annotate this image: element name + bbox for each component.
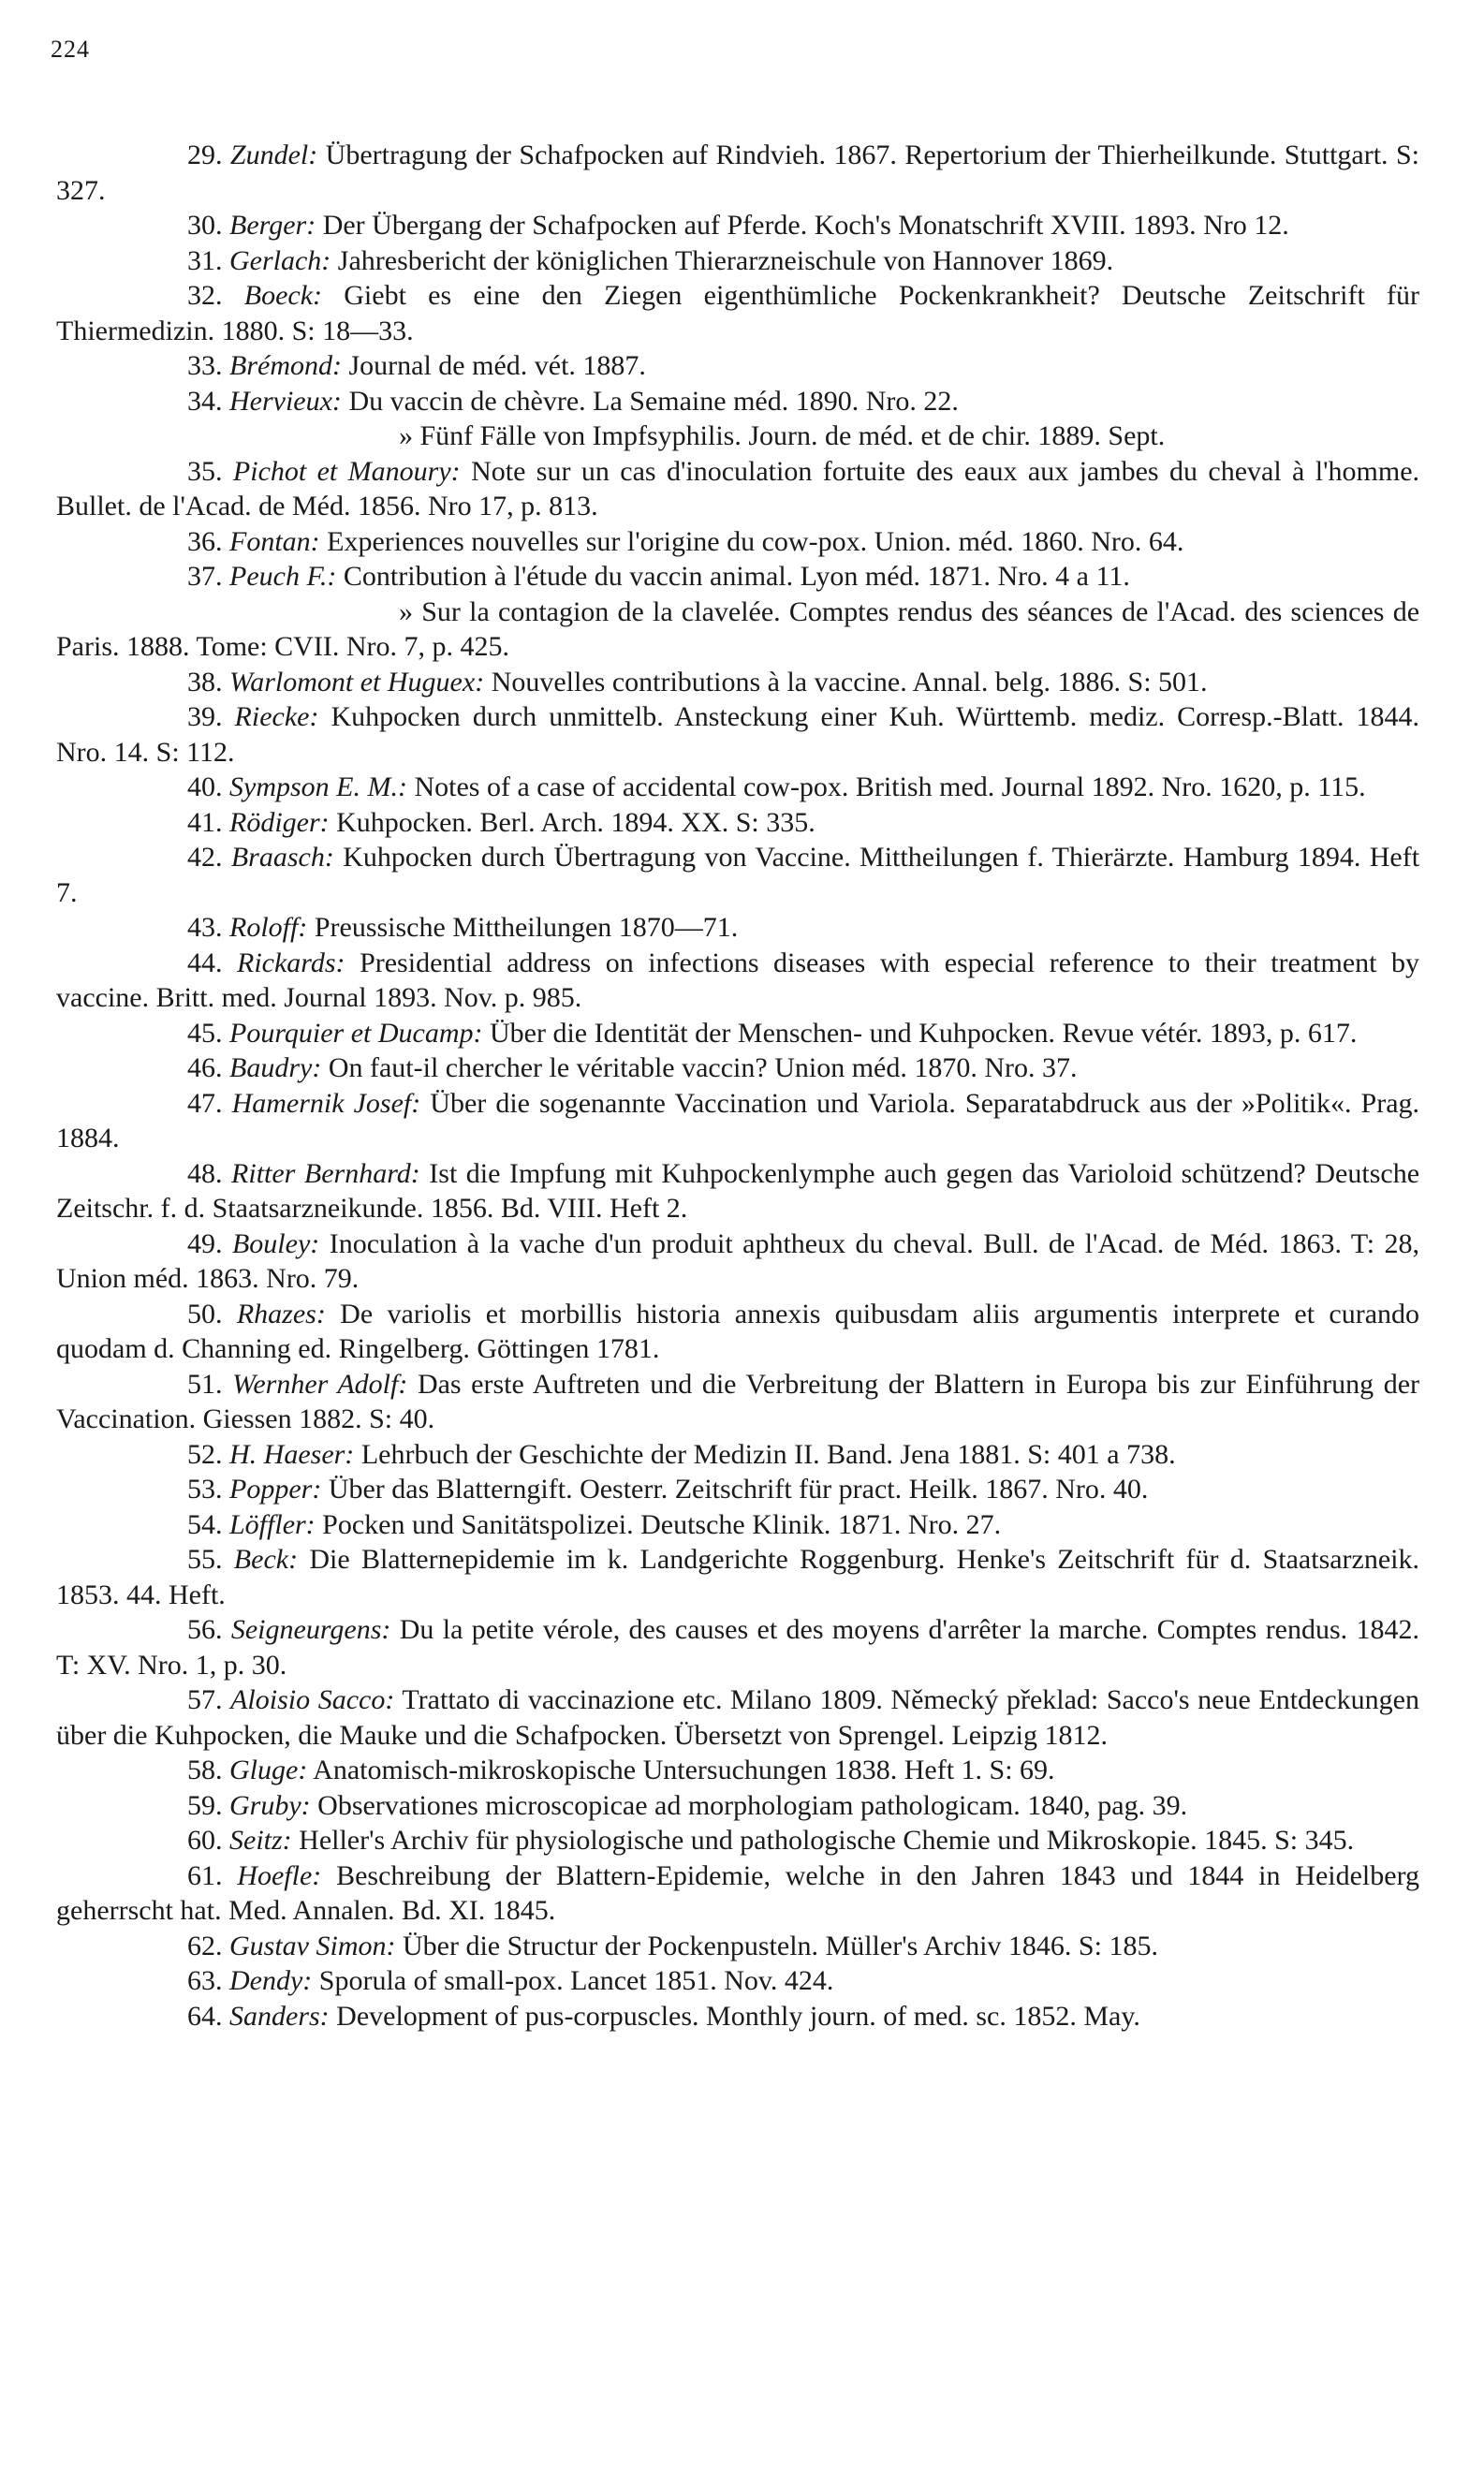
reference-number: 58. [187,1755,223,1785]
reference-author: Baudry: [229,1052,322,1083]
reference-author: Pourquier et Ducamp: [229,1017,483,1049]
reference-number: 38. [187,666,223,698]
reference-text: Kuhpocken durch unmittelb. Ansteckung einer Kuh. Württemb. mediz. Corresp.-Blatt. 1844. Nro. 14. S: 112. [56,701,1419,768]
reference-author: Sanders: [229,2000,330,2032]
reference-number: 32. [187,280,223,311]
reference-number: 52. [187,1438,223,1470]
reference-text: Kuhpocken. Berl. Arch. 1894. XX. S: 335. [336,806,815,838]
reference-entry [56,1612,1419,1682]
reference-author: Hamernik Josef: [231,1087,421,1119]
reference-author: Braasch: [230,842,334,873]
reference-text: Sur la contagion de la clavelée. Comptes rendus des séances de l'Acad. des sciences de Paris. 1888. Tome: CVII. Nro. 7, p. 425. [56,595,1420,662]
reference-entry [56,1226,1419,1297]
reference-number: 61. [187,1859,223,1891]
reference-entry [56,208,1419,243]
reference-entry [56,1823,1419,1858]
reference-entry [56,1542,1419,1612]
reference-number: 56. [187,1614,223,1645]
reference-author: Aloisio Sacco: [230,1684,395,1715]
reference-entry [56,840,1419,910]
reference-author: Gerlach: [229,244,331,276]
reference-number: 30. [187,210,223,241]
reference-text: Notes of a case of accidental cow-pox. British med. Journal 1892. Nro. 1620, p. 115. [414,771,1366,802]
reference-number: 37. [187,561,223,592]
reference-number: 39. [187,701,223,732]
reference-author: Seigneurgens: [230,1614,391,1645]
reference-entry [56,419,1419,454]
reference-text: Ist die Impfung mit Kuhpockenlymphe auch gegen das Varioloid schützend? Deutsche Zeitschr. f. d. Staatsarzneikunde. 1856. Bd. VIII. Heft 2. [56,1157,1420,1224]
reference-text: Observationes microscopicae ad morphologiam pathologicam. 1840, pag. 39. [317,1789,1188,1821]
reference-entry [56,1437,1419,1473]
reference-number: 62. [187,1930,223,1961]
reference-author: Beck: [233,1544,299,1575]
reference-entry [56,384,1419,419]
page-number: 224 [51,36,90,63]
reference-author: Pichot et Manoury: [232,455,461,487]
reference-number: 34. [187,385,223,417]
reference-author: Seitz: [229,1825,292,1856]
reference-entry [56,1858,1419,1929]
reference-entry [56,1963,1419,1999]
reference-author: Bouley: [231,1227,320,1259]
reference-number: 44. [187,947,223,978]
reference-text: Die Blatternepidemie im k. Landgerichte Roggenburg. Henke's Zeitschrift für d. Staatsarzneik. 1853. 44. Heft. [56,1544,1420,1610]
reference-author: Rhazes: [236,1298,326,1329]
reference-author: Fontan: [229,525,320,557]
reference-text: Presidential address on infections diseases with especial reference to their treatment by vaccine. Britt. med. Journal 1893. Nov. p. 985. [56,947,1419,1013]
reference-author: Gustav Simon: [229,1930,396,1961]
reference-number: 54. [187,1508,223,1540]
reference-entry [56,559,1419,595]
reference-text: Nouvelles contributions à la vaccine. Annal. belg. 1886. S: 501. [491,666,1208,698]
reference-text: De variolis et morbillis historia annexis quibusdam aliis argumentis interprete et curando quodam d. Channing ed. Ringelberg. Göttingen 1781. [56,1298,1420,1364]
reference-author: Roloff: [229,912,308,943]
reference-entry [56,946,1419,1016]
reference-entry [56,595,1419,665]
reference-text: Heller's Archiv für physiologische und pathologische Chemie und Mikroskopie. 1845. S: 345. [299,1825,1355,1856]
reference-number: 59. [187,1789,223,1821]
reference-entry [56,278,1419,348]
reference-text: Übertragung der Schafpocken auf Rindvieh. 1867. Repertorium der Thierheilkunde. Stuttgart. S: 327. [56,140,1419,206]
reference-author: Dendy: [229,1965,313,1996]
reference-entry [56,699,1419,770]
reference-text: Development of pus-corpuscles. Monthly journ. of med. sc. 1852. May. [336,2000,1140,2032]
reference-text: Note sur un cas d'inoculation fortuite des eaux aux jambes du cheval à l'homme. Bullet. de l'Acad. de Méd. 1856. Nro 17, p. 813. [56,455,1420,521]
reference-number: 46. [187,1052,223,1083]
reference-author: Wernher Adolf: [232,1368,408,1400]
reference-entry [56,1297,1419,1367]
reference-text: Über das Blatterngift. Oesterr. Zeitschrift für pract. Heilk. 1867. Nro. 40. [328,1474,1149,1505]
reference-entry [56,1367,1419,1437]
reference-author: Rödiger: [229,806,330,838]
reference-text: Sporula of small-pox. Lancet 1851. Nov. 424. [318,1965,834,1996]
reference-text: Anatomisch-mikroskopische Untersuchungen 1838. Heft 1. S: 69. [313,1755,1055,1785]
reference-entry [56,243,1419,279]
reference-entry [56,770,1419,805]
reference-number: 48. [187,1157,223,1189]
reference-number: 29. [187,140,223,170]
reference-number: 55. [187,1544,223,1575]
reference-number: » [399,420,413,451]
reference-text: Fünf Fälle von Impfsyphilis. Journ. de méd. et de chir. 1889. Sept. [419,420,1166,451]
reference-number: 63. [187,1965,223,1996]
reference-number: 42. [187,842,223,873]
reference-author: Ritter Bernhard: [231,1157,420,1189]
reference-entry [56,1999,1419,2034]
reference-author: Riecke: [234,701,319,732]
reference-entry [56,348,1419,384]
reference-author: Rickards: [237,947,345,978]
reference-author: Warlomont et Huguex: [229,666,485,698]
reference-text: Du vaccin de chèvre. La Semaine méd. 1890. Nro. 22. [348,385,959,417]
reference-text: On faut-il chercher le véritable vaccin? Union méd. 1870. Nro. 37. [328,1052,1078,1083]
reference-number: 50. [187,1298,223,1329]
reference-author: H. Haeser: [229,1438,355,1470]
reference-number: 49. [187,1227,223,1259]
reference-entry [56,665,1419,700]
reference-number: 45. [187,1017,223,1049]
reference-author: Boeck: [243,280,323,311]
reference-author: Brémond: [229,350,342,381]
reference-author: Löffler: [229,1508,316,1540]
reference-number: 51. [187,1368,223,1400]
reference-entry [56,1156,1419,1226]
reference-number: 60. [187,1825,223,1856]
reference-number: 43. [187,912,223,943]
reference-text: Über die Identität der Menschen- und Kuhpocken. Revue vétér. 1893, p. 617. [490,1017,1358,1049]
reference-text: Inoculation à la vache d'un produit aphtheux du cheval. Bull. de l'Acad. de Méd. 1863. T: 28, Union méd. 1863. Nro. 79. [56,1227,1420,1294]
reference-text: Lehrbuch der Geschichte der Medizin II. Band. Jena 1881. S: 401 a 738. [360,1438,1176,1470]
reference-number: 53. [187,1474,223,1505]
reference-entry [56,138,1419,208]
reference-text: Journal de méd. vét. 1887. [348,350,646,381]
reference-text: Beschreibung der Blattern-Epidemie, welche in den Jahren 1843 und 1844 in Heidelberg geherrscht hat. Med. Annalen. Bd. XI. 1845. [56,1859,1420,1926]
reference-entry [56,1929,1419,1964]
reference-number: » [399,595,413,627]
reference-entry [56,1507,1419,1543]
reference-text: Trattato di vaccinazione etc. Milano 1809. Německý překlad: Sacco's neue Entdeckungen über die Kuhpocken, die Mauke und die Schafpocken. Übersetzt von Sprengel. Leipzig 1812. [56,1684,1419,1751]
reference-number: 33. [187,350,223,381]
reference-entry [56,910,1419,946]
reference-entry [56,1050,1419,1086]
reference-text: Pocken und Sanitätspolizei. Deutsche Klinik. 1871. Nro. 27. [322,1508,1002,1540]
reference-entry [56,524,1419,560]
reference-number: 36. [187,525,223,557]
reference-text: Das erste Auftreten und die Verbreitung der Blattern in Europa bis zur Einführung der Vaccination. Giessen 1882. S: 40. [56,1368,1420,1434]
reference-text: Experiences nouvelles sur l'origine du cow-pox. Union. méd. 1860. Nro. 64. [327,525,1184,557]
reference-text: Kuhpocken durch Übertragung von Vaccine. Mittheilungen f. Thierärzte. Hamburg 1894. Heft 7. [56,842,1420,908]
reference-entry [56,1788,1419,1824]
reference-number: 40. [187,771,223,802]
reference-text: Der Übergang der Schafpocken auf Pferde. Koch's Monatschrift XVIII. 1893. Nro 12. [322,210,1289,241]
reference-author: Sympson E. M.: [229,771,407,802]
reference-number: 47. [187,1087,223,1119]
reference-author: Hoefle: [237,1859,322,1891]
reference-entry [56,1086,1419,1156]
reference-author: Gruby: [229,1789,311,1821]
reference-entry [56,454,1419,524]
reference-author: Popper: [229,1474,322,1505]
reference-text: Jahresbericht der königlichen Thierarzneischule von Hannover 1869. [337,244,1114,276]
reference-text: Giebt es eine den Ziegen eigenthümliche Pockenkrankheit? Deutsche Zeitschrift für Thiermedizin. 1880. S: 18—33. [56,280,1420,346]
reference-text: Preussische Mittheilungen 1870—71. [314,912,739,943]
reference-entry [56,1753,1419,1788]
reference-text: Du la petite vérole, des causes et des moyens d'arrêter la marche. Comptes rendus. 1842. T: XV. Nro. 1, p. 30. [56,1614,1420,1681]
reference-text: Contribution à l'étude du vaccin animal. Lyon méd. 1871. Nro. 4 a 11. [343,561,1130,592]
reference-entry [56,1472,1419,1507]
reference-number: 35. [187,455,223,487]
reference-author: Berger: [229,210,316,241]
reference-author: Peuch F.: [229,561,337,592]
reference-number: 64. [187,2000,223,2032]
reference-number: 41. [187,806,223,838]
reference-number: 57. [187,1684,223,1715]
reference-list [56,138,1419,2034]
reference-author: Gluge: [229,1755,308,1785]
reference-text: Über die Structur der Pockenpusteln. Müller's Archiv 1846. S: 185. [402,1930,1158,1961]
reference-text: Über die sogenannte Vaccination und Variola. Separatabdruck aus der »Politik«. Prag. 1884. [56,1087,1420,1153]
reference-author: Zundel: [229,140,318,170]
reference-entry [56,805,1419,841]
reference-author: Hervieux: [229,385,342,417]
reference-number: 31. [187,244,223,276]
reference-entry [56,1016,1419,1051]
reference-entry [56,1682,1419,1753]
